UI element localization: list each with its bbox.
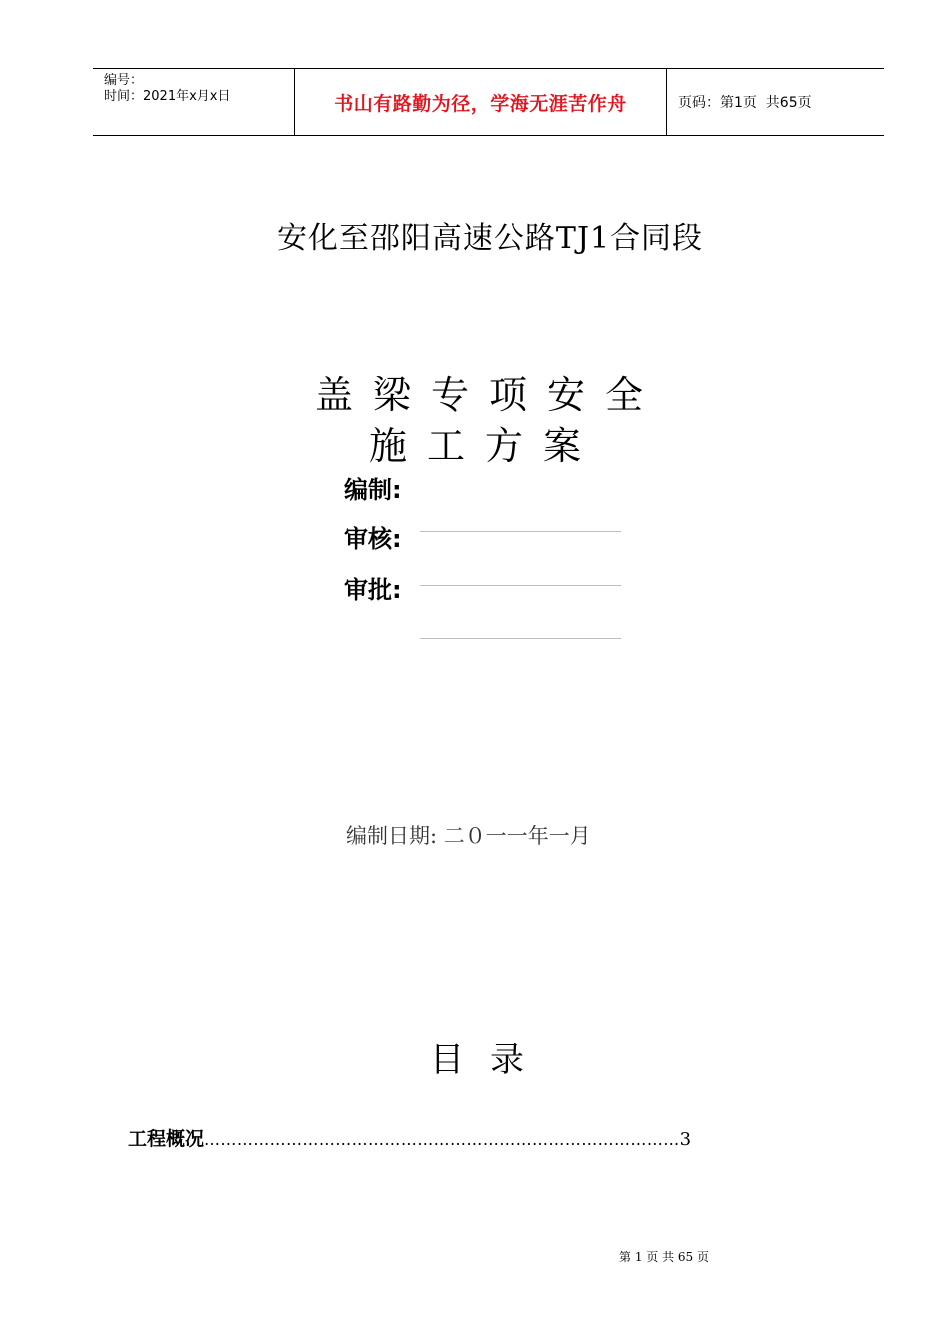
header-meta-cell <box>93 69 295 135</box>
toc-entry[interactable] <box>128 1124 818 1151</box>
compile-date: 编制日期: 二０一一年一月 <box>346 824 591 848</box>
extra-signature-line <box>420 638 621 639</box>
motto-text: 书山有路勤为径，学海无涯苦作舟 <box>334 92 627 115</box>
time-label: 时间：2021年x月x日 <box>104 89 231 104</box>
review-label: 审核: <box>344 525 402 553</box>
page-header <box>93 68 884 136</box>
toc-entry-label: 工程概况 <box>128 1128 205 1150</box>
approve-label: 审批: <box>344 576 402 604</box>
plan-title-line1: 盖梁专项安全 <box>314 373 663 417</box>
page-info: 页码：第1页 共65页 <box>678 95 812 111</box>
plan-title-line2: 施工方案 <box>368 424 601 468</box>
compile-label: 编制: <box>344 476 402 504</box>
approve-signature-line <box>420 585 621 586</box>
header-page-cell <box>667 69 884 135</box>
header-motto-cell <box>295 69 667 135</box>
toc-entry-page: 3 <box>679 1129 692 1150</box>
review-signature-line <box>420 531 621 532</box>
page-footer: 第 1 页 共 65 页 <box>619 1250 709 1264</box>
toc-title: 目录 <box>430 1040 550 1080</box>
number-label: 编号： <box>104 73 144 88</box>
toc-entry-leader: …………………………………………………………………………… <box>204 1130 680 1149</box>
project-title: 安化至邵阳高速公路TJ1合同段 <box>276 221 704 256</box>
